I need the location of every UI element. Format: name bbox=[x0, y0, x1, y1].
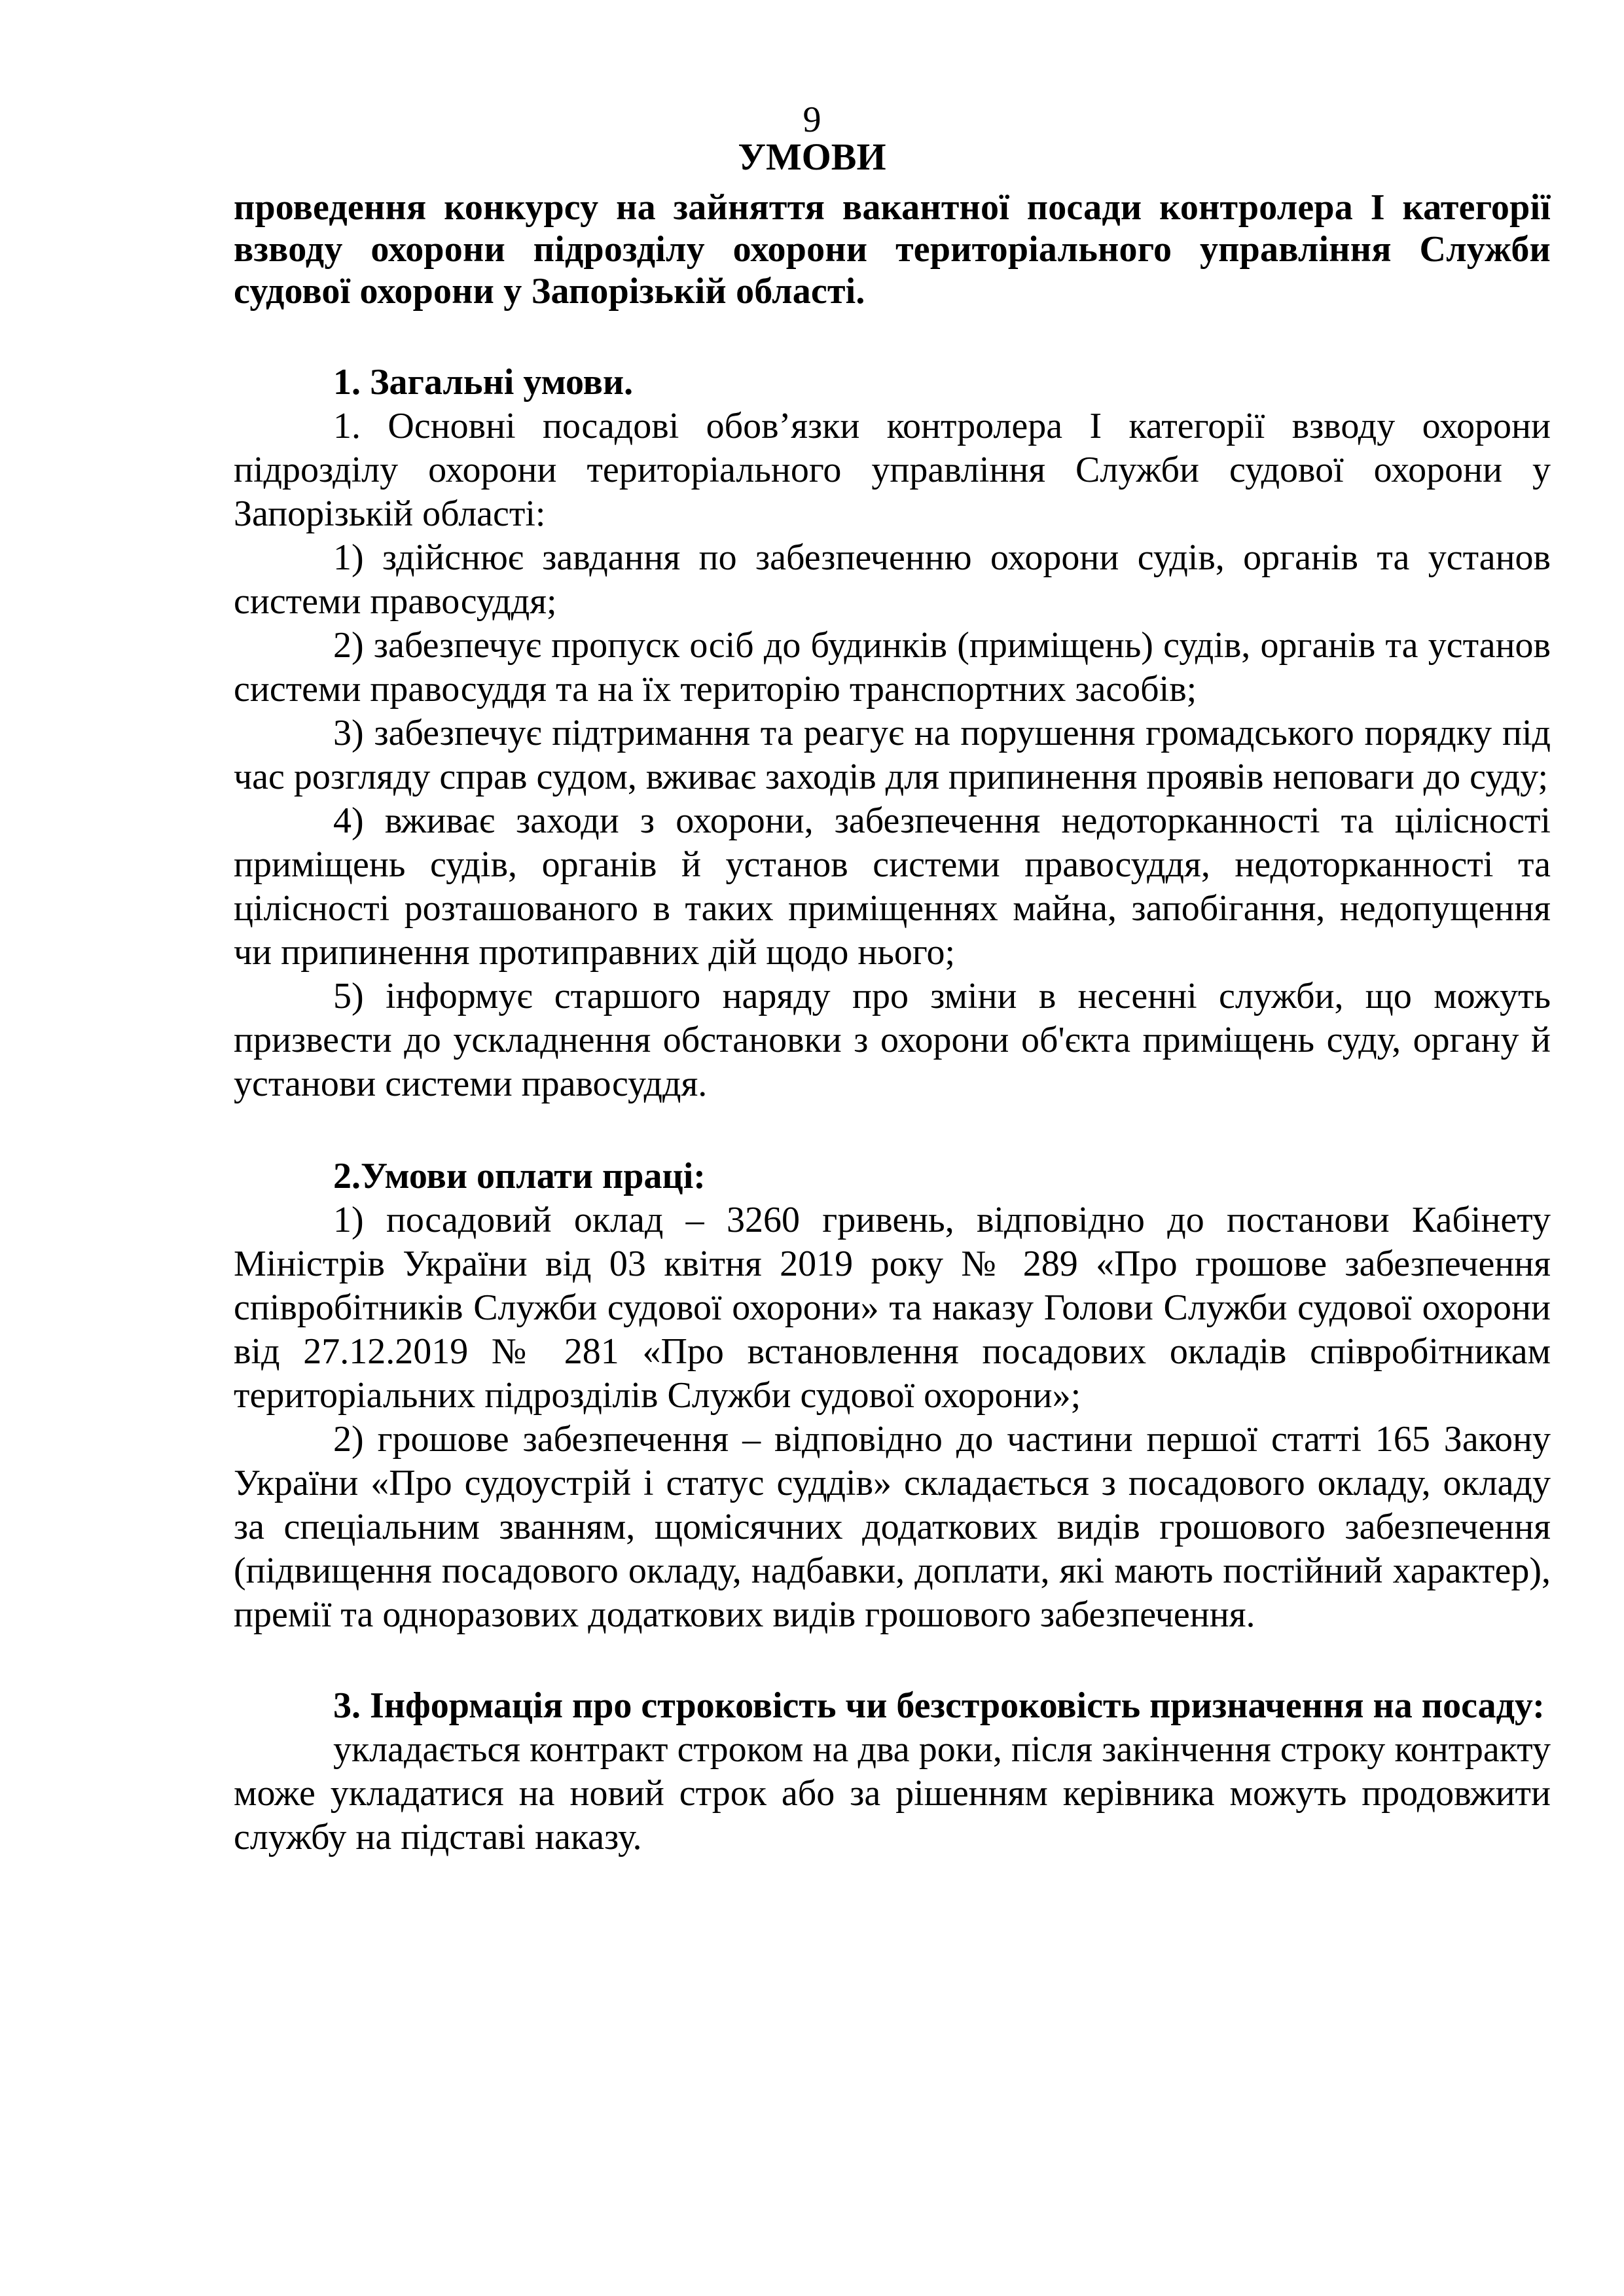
duty-item: 1) здійснює завдання по забезпеченню охорони судів, органів та установ системи правосуддя; bbox=[234, 537, 1551, 622]
pay-item: 2) грошове забезпечення – відповідно до частини першої статті 165 Закону України «Про судоустрій і статус суддів» складається з посадового окладу, окладу за спеціальним званням, щомісячних додаткових видів грошового забезпечення (підвищення посадового окладу, надбавки, доплати, які мають постійний характер), премії та одноразових додаткових видів грошового забезпечення. bbox=[234, 1419, 1551, 1635]
term-text: укладається контракт строком на два роки, після закінчення строку контракту може укладатися на новий строк або за рішенням керівника можуть продовжити службу на підставі наказу. bbox=[234, 1729, 1551, 1857]
section-term-of-appointment bbox=[234, 1684, 1551, 1859]
pay-item: 1) посадовий оклад – 3260 гривень, відповідно до постанови Кабінету Міністрів України від 03 квітня 2019 року № 289 «Про грошове забезпечення співробітників Служби судової охорони» та наказу Голови Служби судової охорони від 27.12.2019 № 281 «Про встановлення посадових окладів співробітникам територіальних підрозділів Служби судової охорони»; bbox=[234, 1200, 1551, 1416]
spacer bbox=[234, 312, 1551, 361]
document-body bbox=[234, 187, 1551, 1859]
duty-item: 5) інформує старшого наряду про зміни в несенні служби, що можуть призвести до ускладнення обстановки з охорони об'єкта приміщень суду, органу й установи системи правосуддя. bbox=[234, 976, 1551, 1104]
spacer bbox=[234, 1106, 1551, 1155]
duty-item: 2) забезпечує пропуск осіб до будинків (приміщень) судів, органів та установ системи правосуддя та на їх територію транспортних засобів; bbox=[234, 625, 1551, 709]
document-title: УМОВИ bbox=[738, 135, 886, 178]
section-heading: 2.Умови оплати праці: bbox=[333, 1156, 706, 1196]
section-general-conditions bbox=[234, 361, 1551, 1106]
duty-item: 3) забезпечує підтримання та реагує на порушення громадського порядку під час розгляду справ судом, вживає заходів для припинення проявів неповаги до суду; bbox=[234, 713, 1551, 797]
document-subtitle: проведення конкурсу на зайняття вакантної посади контролера І категорії взводу охорони підрозділу охорони територіального управління Служби судової охорони у Запорізькій області. bbox=[234, 187, 1551, 312]
section-heading: 3. Інформація про строковість чи безстроковість призначення на посаду: bbox=[333, 1685, 1545, 1726]
duty-item: 4) вживає заходи з охорони, забезпечення недоторканності та цілісності приміщень судів, органів й установ системи правосуддя, недоторканності та цілісності розташованого в таких приміщеннях майна, запобігання, недопущення чи припинення протиправних дій щодо нього; bbox=[234, 800, 1551, 973]
spacer bbox=[234, 1637, 1551, 1684]
section-pay-conditions bbox=[234, 1155, 1551, 1637]
section-heading: 1. Загальні умови. bbox=[333, 362, 634, 403]
page-number: 9 bbox=[803, 99, 821, 140]
duties-intro: 1. Основні посадові обов’язки контролера І категорії взводу охорони підрозділу охорони територіального управління Служби судової охорони у Запорізькій області: bbox=[234, 406, 1551, 534]
